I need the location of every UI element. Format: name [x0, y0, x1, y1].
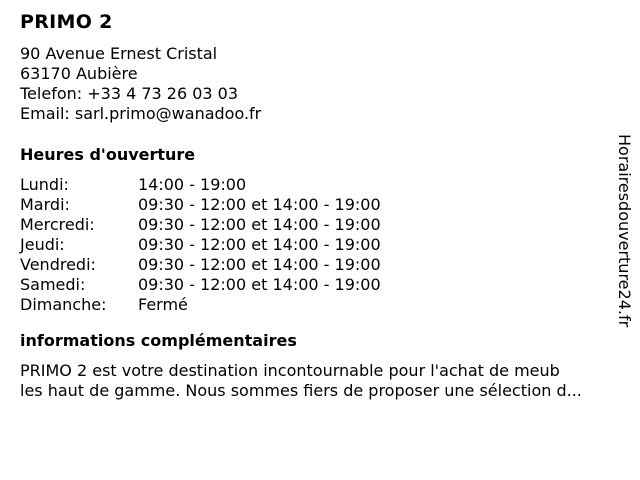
info-line: les haut de gamme. Nous sommes fiers de proposer une sélection d... [20, 381, 582, 400]
opening-hours-heading: Heures d'ouverture [20, 145, 196, 164]
hours-time: 09:30 - 12:00 et 14:00 - 19:00 [138, 195, 381, 214]
additional-info-heading: informations complémentaires [20, 331, 297, 350]
hours-day: Dimanche: [20, 295, 107, 314]
opening-hours-table [20, 175, 610, 315]
hours-day: Samedi: [20, 275, 86, 294]
hours-row-tuesday [20, 195, 610, 215]
watermark-text: Horairesdouverture24.fr [615, 134, 634, 328]
business-card [20, 10, 610, 401]
hours-time: 09:30 - 12:00 et 14:00 - 19:00 [138, 275, 381, 294]
hours-time: 09:30 - 12:00 et 14:00 - 19:00 [138, 255, 381, 274]
hours-time: 14:00 - 19:00 [138, 175, 247, 194]
info-line: PRIMO 2 est votre destination incontournable pour l'achat de meub [20, 361, 560, 380]
street-address: 90 Avenue Ernest Cristal [20, 44, 218, 63]
business-name: PRIMO 2 [20, 11, 113, 33]
hours-row-thursday [20, 235, 610, 255]
hours-row-saturday [20, 275, 610, 295]
hours-row-monday [20, 175, 610, 195]
postal-city: 63170 Aubière [20, 64, 138, 83]
hours-day: Mercredi: [20, 215, 95, 234]
hours-row-friday [20, 255, 610, 275]
additional-info-text [20, 361, 634, 401]
address-block [20, 44, 610, 124]
hours-day: Vendredi: [20, 255, 96, 274]
hours-row-sunday [20, 295, 610, 315]
site-watermark [613, 134, 635, 344]
hours-day: Mardi: [20, 195, 70, 214]
phone-number: Telefon: +33 4 73 26 03 03 [20, 84, 239, 103]
hours-day: Lundi: [20, 175, 69, 194]
email-address: Email: sarl.primo@wanadoo.fr [20, 104, 262, 123]
hours-day: Jeudi: [20, 235, 65, 254]
hours-time: 09:30 - 12:00 et 14:00 - 19:00 [138, 235, 381, 254]
hours-row-wednesday [20, 215, 610, 235]
hours-time: Fermé [138, 295, 188, 314]
hours-time: 09:30 - 12:00 et 14:00 - 19:00 [138, 215, 381, 234]
